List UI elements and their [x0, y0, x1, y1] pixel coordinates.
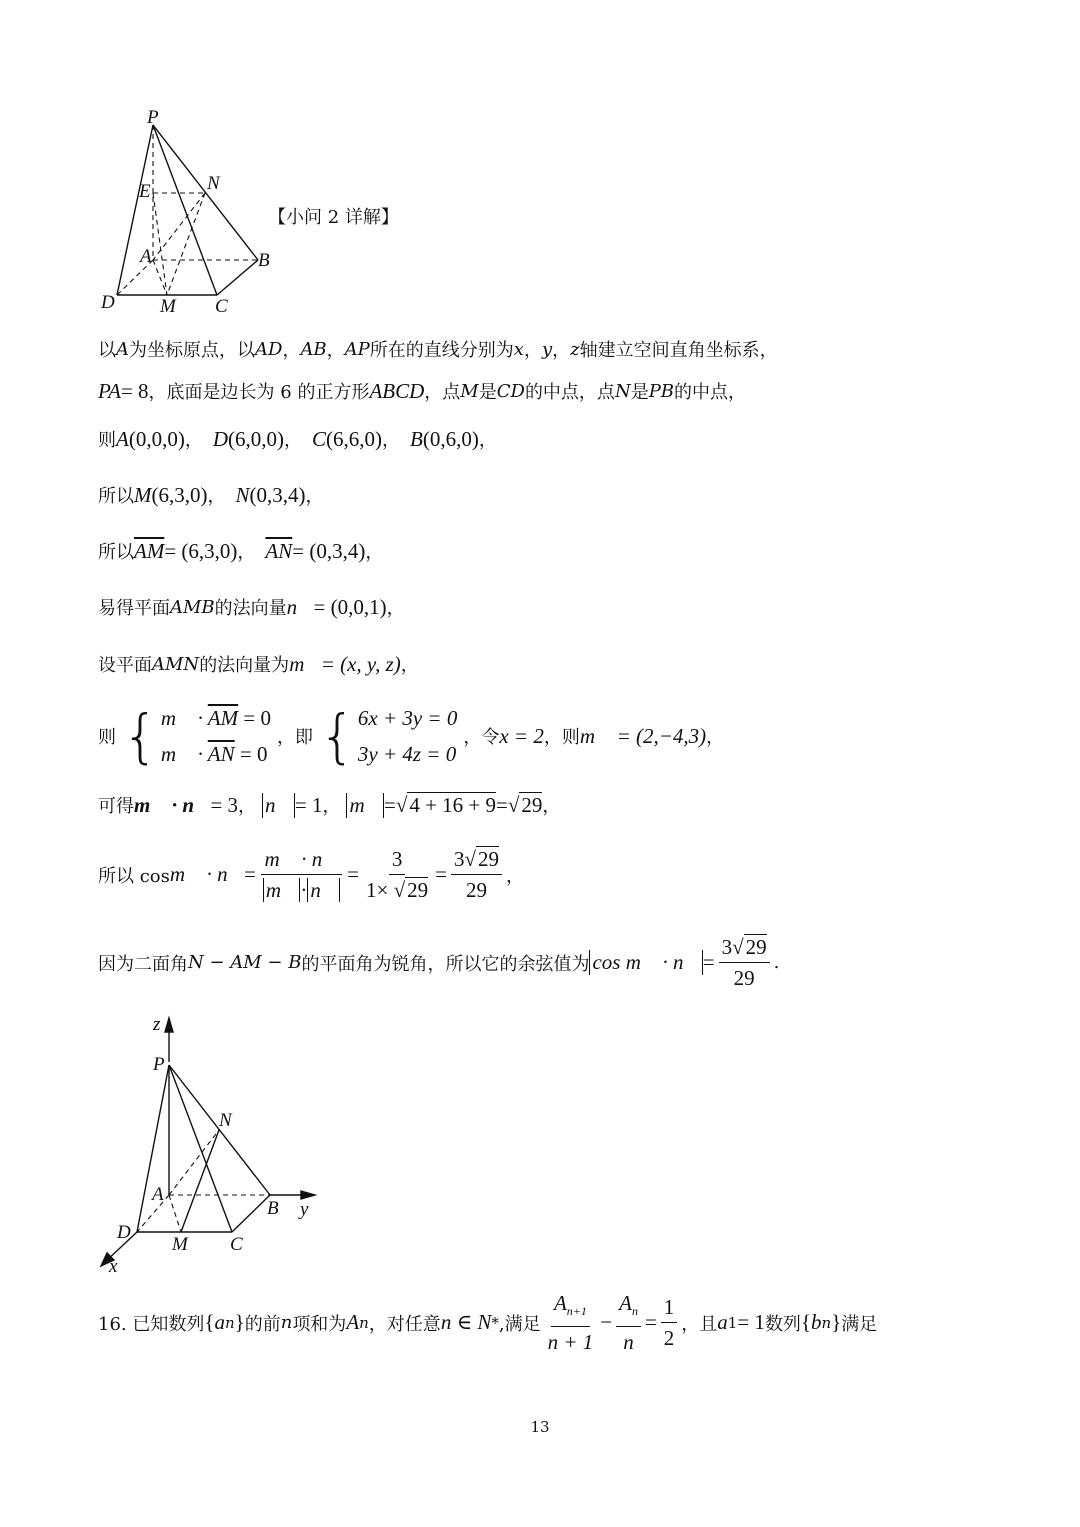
- math: ABCD: [369, 378, 425, 403]
- math: B: [410, 426, 423, 451]
- label-A: A: [140, 246, 152, 267]
- fraction-2: [616, 1290, 641, 1355]
- math: a: [214, 1310, 225, 1335]
- math: M: [134, 482, 152, 507]
- vector-n: n⃗: [286, 594, 314, 619]
- text-line-2: [98, 378, 746, 404]
- denominator: 1× √29: [366, 878, 429, 902]
- math: =: [496, 792, 508, 817]
- math: N: [235, 482, 250, 507]
- dihedral-angle: N − AM − B: [188, 952, 302, 973]
- text: 的法向量: [214, 598, 287, 619]
- label-P: P: [153, 1054, 165, 1075]
- text: ，: [282, 340, 301, 361]
- text: 的中点，: [674, 382, 747, 403]
- edge-PD: [137, 1065, 169, 1232]
- denominator: 29: [466, 878, 487, 902]
- numerator: 3√29: [451, 846, 502, 875]
- text: ，且: [681, 1313, 718, 1335]
- label-x: x: [109, 1256, 118, 1277]
- text: 数列: [764, 1313, 801, 1335]
- denominator: n: [623, 1330, 634, 1355]
- fraction-3: [661, 1294, 678, 1351]
- sqrt-radicand: 4 + 16 + 9: [409, 793, 497, 817]
- text-line-10: [98, 846, 524, 903]
- denominator: [260, 875, 343, 903]
- math: = (x, y, z): [320, 651, 401, 676]
- subscript: n: [631, 1304, 638, 1319]
- math: m⃗ · n⃗: [169, 862, 244, 886]
- numerator: [616, 1290, 641, 1327]
- subscript: n: [224, 1313, 235, 1332]
- math: PA: [98, 378, 121, 403]
- math: 3: [721, 935, 733, 959]
- math: m⃗ ·: [160, 742, 208, 766]
- text: 的法向量为: [199, 655, 290, 676]
- math: = (6,3,0): [164, 538, 238, 563]
- plane-AMN: AMN: [152, 653, 200, 675]
- axis-y-arrow: [301, 1191, 315, 1199]
- math: A: [346, 1310, 360, 1335]
- edge-PC: [153, 125, 217, 295]
- text-line-3: [98, 426, 497, 452]
- system-rows: [358, 700, 457, 772]
- text: 设平面: [98, 655, 152, 676]
- text-line-6: [98, 594, 405, 620]
- edge-CB: [217, 260, 258, 295]
- text: ，: [326, 340, 345, 361]
- axis-x: x: [513, 338, 524, 360]
- math: (0,0,0): [128, 426, 185, 451]
- text: ，: [305, 486, 324, 507]
- numerator: m⃗ · n⃗: [261, 846, 341, 875]
- edge-CB: [232, 1195, 270, 1232]
- label-P: P: [147, 107, 159, 128]
- sqrt-radicand: 29: [478, 847, 500, 871]
- text: 所以: [98, 542, 134, 563]
- text: 是: [630, 382, 649, 403]
- text: 的中点，点: [524, 382, 615, 403]
- text: ，: [237, 542, 256, 563]
- math: 1×: [366, 878, 394, 902]
- math: n: [280, 1312, 293, 1334]
- subscript: 1: [727, 1313, 738, 1332]
- math: }: [831, 1310, 842, 1335]
- text: 则: [98, 430, 116, 451]
- fraction-2: [363, 846, 431, 903]
- text: 因为二面角: [98, 953, 188, 975]
- math: =: [347, 862, 360, 886]
- label-N: N: [219, 1110, 232, 1131]
- pyramid-figure-2: [95, 1010, 335, 1280]
- equation-system-1: [122, 700, 271, 772]
- math: {: [204, 1310, 215, 1335]
- text: ，: [478, 430, 497, 451]
- text: 为坐标原点，以: [129, 340, 255, 361]
- text: ，: [207, 486, 226, 507]
- abs-n: n⃗: [307, 878, 340, 902]
- math: = 8: [120, 378, 149, 403]
- math: = 1: [737, 1310, 765, 1335]
- text-line-5: [98, 538, 383, 564]
- math: N: [614, 380, 631, 402]
- math: (0,3,4): [249, 482, 306, 507]
- label-E: E: [139, 181, 151, 202]
- text: 的平面角为锐角，所以它的余弦值为: [301, 953, 590, 975]
- text: ，: [552, 340, 571, 361]
- subscript: n: [821, 1313, 832, 1332]
- math: =: [702, 950, 715, 974]
- text-line-11: [98, 934, 779, 991]
- text-line-4: [98, 482, 324, 508]
- text: 满足: [841, 1313, 878, 1335]
- text: ，则: [543, 727, 580, 748]
- denominator: n + 1: [547, 1330, 594, 1355]
- text: ，: [382, 430, 401, 451]
- superscript: *: [491, 1313, 499, 1332]
- text: ，: [284, 430, 302, 451]
- math: A: [553, 1291, 567, 1315]
- vector-AN: $\overline{AN}$: [265, 538, 293, 563]
- math: CD: [496, 380, 525, 402]
- text: .: [773, 952, 780, 973]
- text: 可得: [98, 796, 134, 817]
- fraction-1: [260, 846, 343, 903]
- line-AD: AD: [255, 338, 283, 360]
- math: (6,0,0): [228, 426, 284, 451]
- math: (0,6,0): [422, 426, 479, 451]
- text-line-7: [98, 651, 419, 677]
- math: a: [717, 1310, 728, 1335]
- math: (6,3,0): [151, 482, 208, 507]
- label-A: A: [152, 1184, 164, 1205]
- sqrt-radicand: 29: [407, 878, 429, 902]
- axis-z-arrow: [165, 1018, 173, 1032]
- brace: {: [122, 702, 159, 770]
- text: ，点: [424, 382, 461, 403]
- segment-NM: [167, 193, 205, 295]
- text: 则: [98, 727, 116, 748]
- text: ,满足: [498, 1313, 541, 1335]
- text: 所以: [98, 486, 134, 507]
- dot: ·: [300, 878, 308, 902]
- math: =: [383, 792, 396, 817]
- math: n ∈ N: [440, 1310, 492, 1335]
- math: = (0,0,1): [313, 594, 387, 619]
- text: 以: [98, 340, 116, 361]
- subquestion-heading: 【小问 2 详解】: [268, 207, 399, 228]
- line-AB: AB: [300, 338, 327, 360]
- question-16: [98, 1290, 877, 1355]
- system-row-2: [161, 736, 271, 772]
- label-B: B: [258, 250, 270, 271]
- math: = 0: [238, 706, 271, 730]
- label-D: D: [101, 292, 115, 313]
- abs-m: m⃗: [263, 878, 301, 902]
- label-D: D: [117, 1222, 131, 1243]
- label-C: C: [230, 1234, 243, 1255]
- math: = 1: [294, 792, 323, 817]
- denominator: 29: [733, 966, 755, 990]
- math: A: [619, 1291, 632, 1315]
- math: =: [435, 862, 447, 886]
- math: x = 2: [499, 723, 544, 748]
- text: ，: [706, 727, 725, 748]
- text-line-1: [98, 336, 778, 362]
- math: D: [212, 426, 228, 451]
- numerator: [551, 1290, 590, 1327]
- system-row-2: 3y + 4z = 0: [357, 742, 457, 766]
- text: ，对任意: [368, 1313, 441, 1335]
- sqrt-radicand: 29: [521, 793, 543, 817]
- math: PB: [648, 380, 675, 402]
- abs-cos: cos m⃗ · n⃗: [589, 950, 702, 975]
- math: −: [600, 1310, 613, 1335]
- math: }: [234, 1310, 245, 1335]
- point-A: A: [116, 338, 129, 360]
- text: 16. 已知数列: [98, 1313, 205, 1335]
- label-M: M: [172, 1234, 188, 1255]
- text: ，: [238, 796, 257, 817]
- math: =: [243, 862, 256, 886]
- page-number: 13: [530, 1418, 550, 1436]
- sqrt-sign: √: [507, 792, 520, 817]
- vector-AM: $\overline{AM}$: [134, 538, 165, 563]
- axis-z: z: [570, 338, 580, 360]
- math: = 0: [234, 742, 268, 766]
- math: b: [811, 1310, 822, 1335]
- label-M: M: [160, 296, 176, 317]
- text: ，: [400, 655, 419, 676]
- subscript: n+1: [566, 1304, 587, 1319]
- text: ，: [523, 340, 542, 361]
- sqrt-sign: √: [395, 792, 408, 817]
- vector-AM: $\overline{AM}$: [207, 706, 239, 730]
- text: ，: [506, 865, 525, 887]
- line-AP: AP: [344, 338, 370, 360]
- text-line-9: [98, 792, 560, 818]
- text: 是: [478, 382, 497, 403]
- edge-PC: [169, 1065, 232, 1232]
- fraction-answer: [719, 934, 770, 991]
- system-row-1: 6x + 3y = 0: [357, 706, 458, 730]
- sqrt-radicand: 29: [745, 935, 767, 959]
- math: M: [460, 380, 479, 402]
- math: (6,6,0): [326, 426, 383, 451]
- math: A: [116, 426, 129, 451]
- label-C: C: [215, 296, 228, 317]
- label-N: N: [207, 173, 220, 194]
- text: 所在的直线分别为: [369, 340, 514, 361]
- pyramid-figure-1: [95, 105, 285, 320]
- system-rows: [161, 700, 271, 772]
- numerator: 1: [661, 1294, 678, 1323]
- edge-PD: [117, 125, 153, 295]
- numerator: 3: [389, 846, 406, 875]
- text: 轴建立空间直角坐标系，: [579, 340, 778, 361]
- equation-system-2: [319, 700, 457, 772]
- math: m⃗ · n⃗: [134, 792, 211, 817]
- subscript: n: [359, 1313, 369, 1332]
- denominator: 2: [663, 1326, 675, 1351]
- text: ，: [386, 598, 405, 619]
- label-y: y: [300, 1199, 309, 1220]
- math: =: [644, 1310, 657, 1335]
- brace: {: [318, 702, 356, 770]
- text: ，: [365, 542, 384, 563]
- system-row-1: [161, 700, 271, 736]
- text: ，底面是边长为 6 的正方形: [148, 382, 370, 403]
- text: 的前: [244, 1313, 281, 1335]
- math: m⃗ = (2,−4,3): [579, 723, 707, 748]
- numerator: 3√29: [719, 934, 770, 963]
- fraction-3: [451, 846, 502, 903]
- text: ，令: [463, 727, 500, 748]
- vector-AN: $\overline{AN}$: [207, 742, 235, 766]
- text: 易得平面: [98, 598, 170, 619]
- segment-NA: [153, 193, 205, 260]
- text-line-8: [98, 700, 724, 772]
- text: ，: [542, 796, 561, 817]
- text: ，: [322, 796, 341, 817]
- plane-AMB: AMB: [170, 596, 215, 618]
- segment-AN: [169, 1130, 219, 1195]
- abs-n: n⃗: [262, 793, 295, 818]
- label-B: B: [267, 1198, 279, 1219]
- text: 所以 cos: [98, 865, 170, 887]
- math: = (0,3,4): [292, 538, 366, 563]
- text: ，即: [276, 727, 313, 748]
- math: 3: [453, 847, 465, 871]
- segment-AM: [169, 1195, 181, 1232]
- axis-y: y: [541, 338, 553, 360]
- math: {: [800, 1310, 812, 1335]
- vector-m: m⃗: [289, 651, 321, 676]
- fraction-1: [545, 1290, 597, 1355]
- math: = 3: [210, 792, 239, 817]
- text: ，: [184, 430, 203, 451]
- text: 项和为: [292, 1313, 347, 1335]
- math: m⃗ ·: [160, 706, 208, 730]
- edge-PB: [153, 125, 258, 260]
- math: C: [312, 426, 327, 451]
- label-z: z: [153, 1014, 161, 1035]
- abs-m: m⃗: [346, 793, 384, 818]
